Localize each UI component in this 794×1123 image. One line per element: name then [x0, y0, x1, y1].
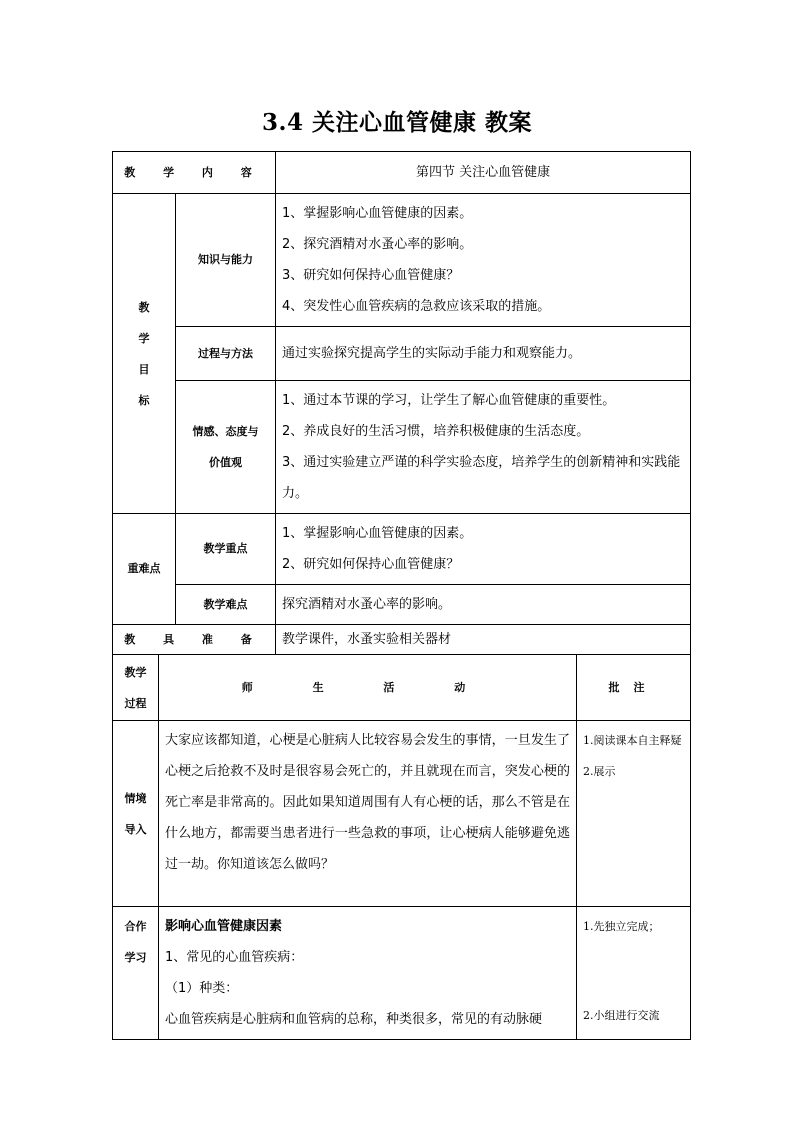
- coop-label: 合作 学习: [113, 907, 159, 1040]
- content-row: [113, 152, 691, 194]
- objectives-label: 教 学 目 标: [113, 194, 176, 514]
- knowledge-label: 知识与能力: [176, 194, 276, 327]
- coop-heading: 影响心血管健康因素: [165, 919, 283, 934]
- process-col1-header: 教学 过程: [113, 655, 159, 721]
- process-text: 通过实验探究提高学生的实际动手能力和观察能力。: [276, 327, 691, 381]
- lesson-plan-table: [112, 151, 690, 1040]
- difficulty-text: 探究酒精对水蚤心率的影响。: [276, 585, 691, 625]
- process-col2-header: 师 生 活 动: [241, 680, 494, 694]
- emotion-items: 1、通过本节课的学习，让学生了解心血管健康的重要性。 2、养成良好的生活习惯，培养积极健康的生活态度。 3、通过实验建立严谨的科学实验态度，培养学生的创新精神和实践能力。: [276, 381, 691, 514]
- coop-notes: 1.先独立完成； 2.小组进行交流: [577, 907, 691, 1040]
- preparation-text: 教学课件，水蚤实验相关器材: [276, 625, 691, 655]
- focus-items: 1、掌握影响心血管健康的因素。 2、研究如何保持心血管健康？: [276, 514, 691, 585]
- difficulty-label: 教学难点: [176, 585, 276, 625]
- coop-content: 影响心血管健康因素 1、常见的心血管疾病： （1）种类： 心血管疾病是心脏病和血管病的总称，种类很多，常见的有动脉硬: [159, 907, 577, 1040]
- content-value: 第四节 关注心血管健康: [276, 152, 691, 194]
- intro-notes: 1.阅读课本自主释疑 2.展示: [577, 721, 691, 907]
- intro-text: 大家应该都知道，心梗是心脏病人比较容易会发生的事情，一旦发生了心梗之后抢救不及时是很容易会死亡的，并且就现在而言，突发心梗的死亡率是非常高的。因此如果知道周围有人有心梗的话，那么不管是在什么地方，都需要当患者进行一些急救的事项，让心梗病人能够避免逃过一劫。你知道该怎么做吗？: [159, 721, 577, 907]
- focus-label: 教学重点: [176, 514, 276, 585]
- knowledge-items: 1、掌握影响心血管健康的因素。 2、探究酒精对水蚤心率的影响。 3、研究如何保持心血管健康？ 4、突发性心血管疾病的急救应该采取的措施。: [276, 194, 691, 327]
- keypoints-label: 重难点: [113, 514, 176, 625]
- preparation-label: 教 具 准 备: [124, 632, 264, 646]
- process-label: 过程与方法: [176, 327, 276, 381]
- emotion-label: 情感、态度与 价值观: [176, 381, 276, 514]
- page-title: 3.4 关注心血管健康 教案: [261, 109, 533, 136]
- content-label: 教 学 内 容: [124, 165, 264, 179]
- intro-label: 情境 导入: [113, 721, 159, 907]
- process-col3-header: 批注: [577, 655, 691, 721]
